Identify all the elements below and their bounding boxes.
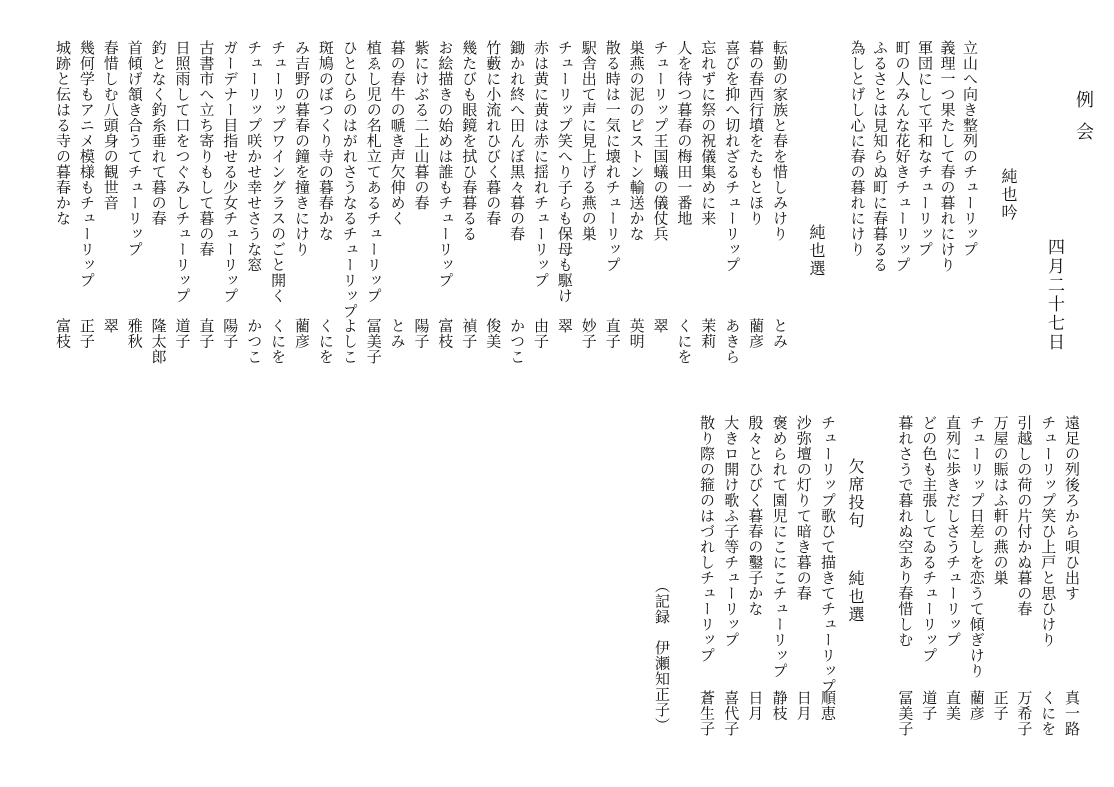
selected-poem: チューリップ咲かせ幸せさうな窓 bbox=[245, 40, 264, 273]
absent-selector: 純也選 bbox=[846, 570, 865, 624]
poem-author: 喜代子 bbox=[722, 690, 741, 737]
selected-poem: 暮の春牛の嗁き声欠伸めく bbox=[388, 40, 407, 226]
junyagin-poem: 義理一つ果たして春の暮れにけり bbox=[938, 40, 957, 273]
selected-poem: 散る時は一気に壊れチューリップ bbox=[603, 40, 622, 273]
junyagin-poem: 軍団にして平和なチューリップ bbox=[916, 40, 934, 257]
selected-poem: 万屋の賑はふ軒の燕の巣 bbox=[991, 415, 1010, 586]
poem-author: 日月 bbox=[794, 690, 813, 721]
selected-poem: どの色も主張してゐるチューリップ bbox=[920, 415, 939, 663]
poem-author: 翠 bbox=[555, 318, 574, 334]
absent-poem: 沙弥壇の灯りて暗き暮の春 bbox=[794, 415, 813, 601]
junyagin-poem: 為しとげし心に春の暮れにけり bbox=[848, 40, 867, 257]
poem-author: 禎子 bbox=[460, 318, 479, 349]
poem-author: 茉莉 bbox=[699, 318, 718, 349]
selected-poem: 引越しの荷の片付かぬ暮の春 bbox=[1015, 415, 1034, 617]
absent-poem: 褒められて園児にこにこチューリップ bbox=[770, 415, 789, 679]
poem-author: 翠 bbox=[651, 318, 670, 334]
poem-author: 冨美子 bbox=[896, 690, 915, 737]
selected-poem: 紫にけぶる二上山暮の春 bbox=[412, 40, 431, 211]
poem-author: くにを bbox=[269, 318, 288, 365]
selected-poem: チューリップ日差しを恋うて傾ぎけり bbox=[967, 415, 986, 679]
poem-author: くにを bbox=[1039, 690, 1058, 737]
poem-author: くにを bbox=[675, 318, 694, 365]
junyasen-heading: 純也選 bbox=[807, 224, 826, 278]
poem-author: 藺彦 bbox=[293, 318, 311, 349]
selected-poem: 暮れさうで暮れぬ空あり春惜しむ bbox=[896, 415, 915, 648]
poem-author: 由子 bbox=[532, 318, 550, 349]
absent-poem: 散り際の箍のはづれしチューリップ bbox=[698, 415, 716, 663]
poem-author: 道子 bbox=[920, 690, 939, 721]
poem-author: 直子 bbox=[197, 318, 216, 349]
selected-poem: 植ゑし児の名札立てあるチューリップ bbox=[364, 40, 383, 304]
poem-author: 直子 bbox=[603, 318, 622, 349]
selected-poem: チューリップ笑へり子らも保母も駆け bbox=[555, 40, 574, 304]
poem-author: 俊美 bbox=[484, 318, 503, 349]
selected-poem: 城跡と伝はる寺の暮春かな bbox=[54, 40, 72, 226]
poem-author: 隆太郎 bbox=[149, 318, 168, 365]
poem-author: 静枝 bbox=[770, 690, 789, 721]
absent-heading: 欠席投句 bbox=[846, 458, 865, 530]
poem-author: かつこ bbox=[508, 318, 527, 365]
absent-poem: 殷々とひびく暮春の鑿子かな bbox=[746, 415, 765, 617]
poem-author: 藺彦 bbox=[747, 318, 766, 349]
poem-author: 富枝 bbox=[54, 318, 72, 349]
selected-poem: 直列に歩きだしさうチューリップ bbox=[944, 415, 962, 648]
junyagin-poem: 町の人みんな花好きチューリップ bbox=[893, 40, 912, 273]
poem-author: とみ bbox=[771, 318, 789, 349]
selected-poem: チューリップワイングラスのごと開く bbox=[269, 40, 288, 304]
poem-author: 妙子 bbox=[579, 318, 598, 349]
poem-author: よしこ bbox=[340, 318, 359, 365]
poem-author: 真一路 bbox=[1063, 690, 1081, 737]
poem-author: 道子 bbox=[173, 318, 192, 349]
poem-author: 正子 bbox=[77, 318, 96, 349]
selected-poem: 人を待つ暮春の梅田一番地 bbox=[675, 40, 694, 226]
selected-poem: 転勤の家族と春を惜しみけり bbox=[771, 40, 789, 242]
selected-poem: 暮の春西行墳をたもとほり bbox=[747, 40, 766, 226]
poem-author: 陽子 bbox=[221, 318, 240, 349]
selected-poem: 古書市へ立ち寄りもして暮の春 bbox=[197, 40, 216, 257]
selected-poem: チューリップ王国蟻の儀仗兵 bbox=[651, 40, 670, 242]
selected-poem: 駅舎出て声に見上げる燕の巣 bbox=[579, 40, 598, 242]
poem-author: 藺彦 bbox=[967, 690, 986, 721]
selected-poem: お絵描きの始めは誰もチューリップ bbox=[436, 40, 455, 288]
poem-author: 陽子 bbox=[412, 318, 431, 349]
selected-poem: 日照雨して口をつぐみしチューリップ bbox=[173, 40, 192, 304]
absent-poem: チューリップ歌ひて描きてチューリップ bbox=[819, 415, 837, 694]
poem-author: 雅秋 bbox=[125, 318, 144, 349]
junyagin-poem: ふるさとは見知らぬ町に春暮るる bbox=[871, 40, 889, 273]
page-title: 例会 bbox=[1073, 90, 1094, 154]
selected-poem: 喜びを抑へ切れざるチューリップ bbox=[723, 40, 742, 273]
selected-poem: 遠足の列後ろから唄ひ出す bbox=[1063, 415, 1081, 601]
selected-poem: 幾たびも眼鏡を拭ひ春暮るる bbox=[460, 40, 479, 242]
poem-author: 順恵 bbox=[819, 690, 837, 721]
poem-author: くにを bbox=[316, 318, 335, 365]
selected-poem: 春惜しむ八頭身の観世音 bbox=[101, 40, 120, 211]
selected-poem: 釣となく釣糸垂れて暮の春 bbox=[149, 40, 168, 226]
poem-author: 富枝 bbox=[436, 318, 455, 349]
absent-poem: 大きロ開け歌ふ子等チューリップ bbox=[722, 415, 741, 648]
selected-poem: 赤は黄に黄は赤に揺れチューリップ bbox=[532, 40, 550, 288]
selected-poem: 巣燕の泥のピストン輸送かな bbox=[627, 40, 646, 242]
poem-author: とみ bbox=[388, 318, 407, 349]
poem-author: 蒼生子 bbox=[698, 690, 716, 737]
selected-poem: 鋤かれ終へ田んぼ黒々暮の春 bbox=[508, 40, 527, 242]
meeting-date: 四月二十七日 bbox=[1044, 238, 1064, 352]
poem-author: 英明 bbox=[627, 318, 646, 349]
poem-author: 日月 bbox=[746, 690, 765, 721]
poem-author: 正子 bbox=[991, 690, 1010, 721]
selected-poem: 幾何学もアニメ模様もチューリップ bbox=[77, 40, 96, 288]
selected-poem: 斑鳩のぼつくり寺の暮春かな bbox=[316, 40, 335, 242]
selected-poem: ガーデナー目指せる少女チューリップ bbox=[221, 40, 240, 304]
junyagin-poem: 立山へ向き整列のチューリップ bbox=[961, 40, 979, 257]
poem-author: 翠 bbox=[101, 318, 120, 334]
poem-author: かつこ bbox=[245, 318, 264, 365]
selected-poem: み吉野の暮春の鐘を撞きにけり bbox=[293, 40, 311, 257]
poem-author: 万希子 bbox=[1015, 690, 1034, 737]
selected-poem: チューリップ笑ひ上戸と思ひけり bbox=[1039, 415, 1058, 648]
poem-author: あきら bbox=[723, 318, 742, 365]
poem-author: 直美 bbox=[944, 690, 962, 721]
junyagin-heading: 純也吟 bbox=[999, 168, 1018, 222]
selected-poem: 竹藪に小流れひびく暮の春 bbox=[484, 40, 503, 226]
recorder-note: （記録 伊瀬知正子） bbox=[653, 578, 671, 733]
selected-poem: 首傾げ頷き合うてチューリップ bbox=[125, 40, 144, 257]
poem-author: 冨美子 bbox=[364, 318, 383, 365]
selected-poem: 忘れずに祭の祝儀集めに来 bbox=[699, 40, 718, 226]
selected-poem: ひとひらのはがれさうなるチューリップ bbox=[340, 40, 359, 319]
